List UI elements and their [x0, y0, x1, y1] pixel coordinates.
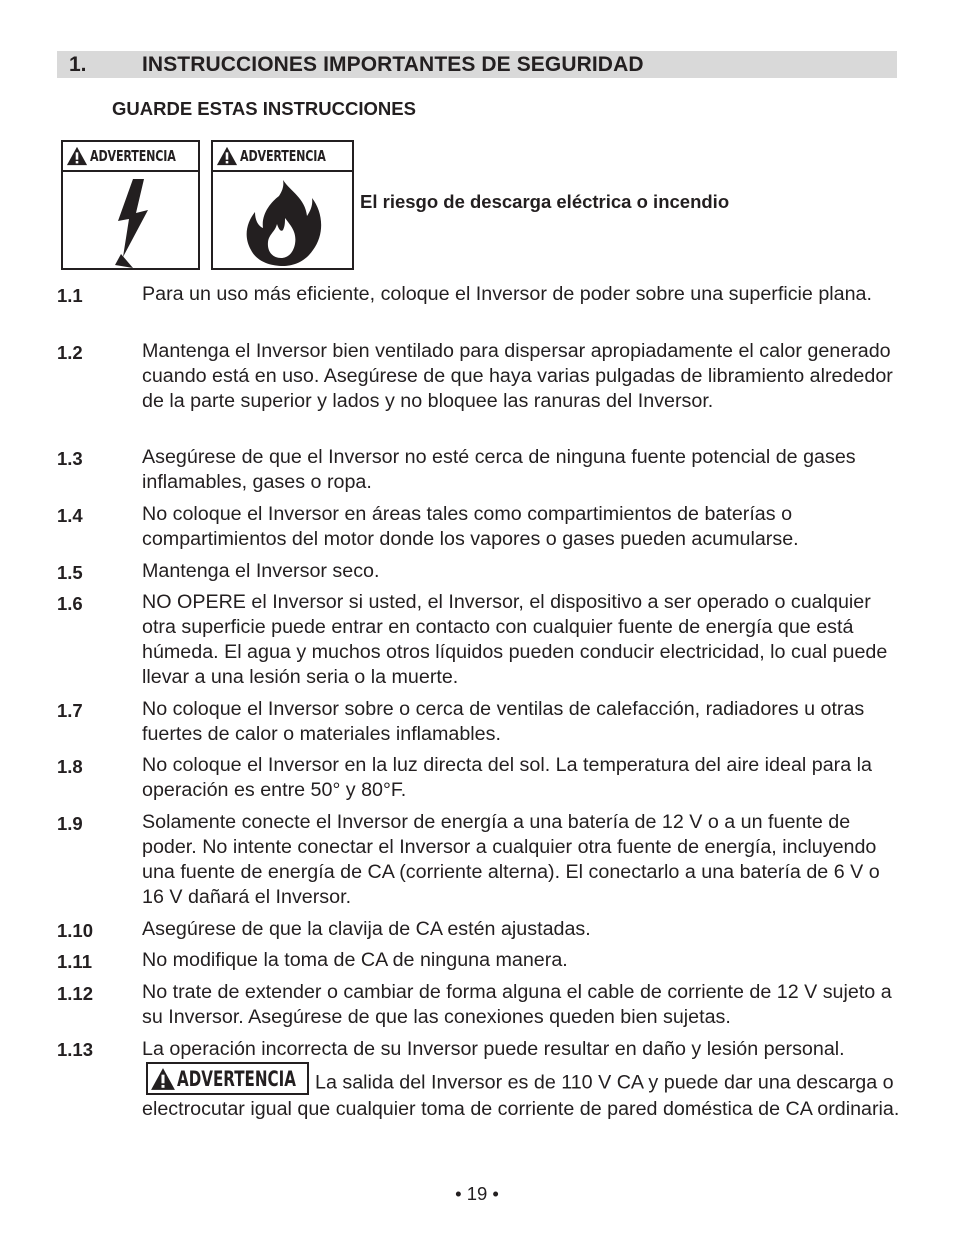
item-number: 1.2	[57, 342, 83, 363]
item-text: No trate de extender o cambiar de forma alguna el cable de corriente de 12 V sujeto a su Inversor. Asegúrese de que las conexiones queden bien sujetas.	[142, 981, 892, 1028]
item-text: No coloque el Inversor sobre o cerca de ventilas de calefacción, radiadores u otras fuertes de calor o materiales inflamables.	[142, 698, 865, 745]
item-number: 1.3	[57, 448, 83, 469]
warning-triangle-icon	[150, 1066, 176, 1092]
item-text: No modifique la toma de CA de ninguna manera.	[142, 949, 568, 971]
page-number: • 19 •	[455, 1183, 499, 1204]
fire-icon	[213, 172, 352, 268]
item-text: Para un uso más eficiente, coloque el Inversor de poder sobre una superficie plana.	[142, 283, 872, 305]
item-text: Asegúrese de que el Inversor no esté cerca de ninguna fuente potencial de gases inflamables, gases o ropa.	[142, 446, 856, 493]
warning-label: ADVERTENCIA	[240, 147, 326, 165]
section-number: 1.	[69, 53, 87, 76]
item-text: No coloque el Inversor en áreas tales como compartimientos de baterías o compartimientos del motor donde los vapores o gases pueden acumularse.	[142, 503, 799, 550]
section-title: INSTRUCCIONES IMPORTANTES DE SEGURIDAD	[142, 53, 644, 76]
item-number: 1.6	[57, 593, 83, 614]
item-text: No coloque el Inversor en la luz directa del sol. La temperatura del aire ideal para la operación es entre 50° y 80°F.	[142, 754, 872, 801]
warning-label: ADVERTENCIA	[90, 147, 176, 165]
item-number: 1.1	[57, 285, 83, 306]
item-number: 1.5	[57, 562, 83, 583]
subtitle: GUARDE ESTAS INSTRUCCIONES	[112, 98, 416, 119]
inline-warning-label	[146, 1062, 309, 1095]
item-text: NO OPERE el Inversor si usted, el Inversor, el dispositivo a ser operado o cualquier otra superficie puede entrar en contacto con cualquier fuente de energía que está húmeda. El agua y muchos otros líquidos pueden conducir electricidad, lo cual puede llevar a una lesión seria o la muerte.	[142, 591, 888, 688]
item-text-before: La operación incorrecta de su Inversor puede resultar en daño y lesión personal.	[142, 1038, 845, 1060]
item-text: Solamente conecte el Inversor de energía a una batería de 12 V o a un fuente de poder. No intente conectar el Inversor a cualquier otra fuente de energía, incluyendo una fuente de energía de CA (corriente alterna). El conectarlo a una batería de 6 V o 16 V dañará el Inversor.	[142, 811, 880, 908]
warning-triangle-icon	[66, 145, 88, 167]
warning-triangle-icon	[216, 145, 238, 167]
hazard-text: El riesgo de descarga eléctrica o incendio	[360, 191, 730, 212]
item-number: 1.11	[57, 951, 92, 972]
item-text: Mantenga el Inversor seco.	[142, 560, 380, 582]
item-number: 1.8	[57, 756, 83, 777]
warning-label: ADVERTENCIA	[177, 1066, 296, 1091]
warning-header	[63, 142, 198, 172]
item-text-with-warning	[142, 1036, 902, 1122]
item-text: Mantenga el Inversor bien ventilado para dispersar apropiadamente el calor generado cuando está en uso. Asegúrese de que haya varias pulgadas de libramiento alrededor de la parte superior y lados y no bloquee las ranuras del Inversor.	[142, 340, 893, 412]
item-number: 1.10	[57, 920, 94, 941]
warning-header	[213, 142, 352, 172]
item-number: 1.12	[57, 983, 94, 1004]
item-text-after: La salida del Inversor es de 110 V CA y puede dar una descarga o electrocutar igual que cualquier toma de corriente de pared doméstica de CA ordinaria.	[142, 1071, 900, 1120]
item-number: 1.9	[57, 813, 83, 834]
warning-box-shock	[61, 140, 200, 270]
item-number: 1.4	[57, 505, 83, 526]
warning-box-fire	[211, 140, 354, 270]
item-text: Asegúrese de que la clavija de CA estén ajustadas.	[142, 918, 591, 940]
item-number: 1.13	[57, 1039, 94, 1060]
electric-shock-icon	[63, 172, 198, 268]
item-number: 1.7	[57, 700, 83, 721]
